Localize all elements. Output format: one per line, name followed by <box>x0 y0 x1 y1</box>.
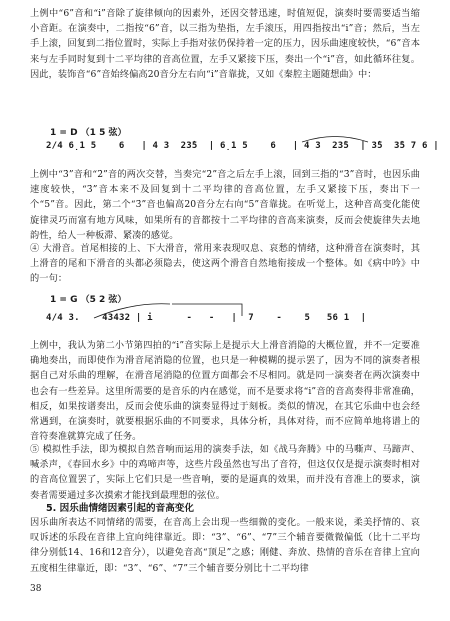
score-2-key: 1 = G （5 2 弦） <box>50 295 127 305</box>
paragraph-5: ⑤ 模拟性手法，即为模拟自然音响而运用的演奏手法，如《战马奔腾》中的马嘶声、马蹄声、喊杀声，《春回水乡》中的鸡啼声等，这些片段虽然也写出了音符，但这仅仅是提示演奏时相对的音高位置罢了，实际上它们只是一些音响，要的是逼真的效果，而并没有音准上的要求，演奏者需要通过多次摸索才能找到最理想的弦位。 <box>30 444 420 501</box>
score-1-notation: 2/4 6̣1 5 6 | 4 3 23̇5 | 6̣1 5 6 | 4 3 23̇5 | 3̇5 3̇5 7 6 | <box>46 141 439 151</box>
paragraph-2: 上例中“3̇”音和“2̇”音的两次交替，当奏完“2̇”音之后左手上滚，回到三指的“3̇”音时，也因乐曲速度较快，“3̇”音本来不及回复到十二平均律的音高位置，左手又紧接下压，奏出下一个“5”音。因此，第二个“3̇”音也偏高20音分左右向“5”音靠拢。在听觉上，这种音高变化能使旋律灵巧而富有地方风味，如果所有的音都按十二平均律的音高来演奏，反而会使旋律失去地韵性，给人一种板滞、紧凑的感觉。 <box>30 169 420 241</box>
score-1-key: 1 = D （1 5 弦） <box>50 128 127 138</box>
section-heading: 5. 因乐曲情绪因素引起的音高变化 <box>46 503 194 514</box>
paragraph-4: 上例中，我认为第二小节第四拍的“i”音实际上是提示大上滑音消隐的大概位置，并不一定要准确地奏出，而即使作为滑音尾消隐的位置，也只是一种模糊的提示罢了，因为不同的演奏者根据自己对乐曲的理解，在滑音尾消隐的位置方面都会不尽相同。就是同一演奏者在两次演奏中也会有一些差异。这里所需要的是音乐的内在感觉，而不是要求将“i”音的音高奏得非常准确，相反，如果按谱奏出，反而会使乐曲的演奏显得过于刻板。类似的情况，在其它乐曲中也会经常遇到，在演奏时，就要根据乐曲的不同要求，具体分析，具体对待，而不应简单地将谱上的音符奏准就算完成了任务。 <box>30 340 420 443</box>
page-number: 38 <box>30 584 42 594</box>
score-2-notation: 4/4 3. 43432 | i - - | 7 - 5 56 1 | <box>46 313 367 323</box>
paragraph-3: ④ 大滑音。首尾相接的上、下大滑音，常用来表现叹息、哀愁的情绪，这种滑音在演奏时，其上滑音的尾和下滑音的头都必须隐去，使这两个滑音自然地衔接成一个整体。如《病中吟》中的一句： <box>30 243 420 285</box>
paragraph-6: 因乐曲所表达不同情绪的需要，在音高上会出现一些细微的变化。一般来说，柔美抒情的、哀叹诉述的乐段在音律上宜向纯律靠近。即：“3”、“6”、“7”三个辅音要微微偏低（比十二平均律分别低14、16和12音分），以避免音高“顶足”之感；刚健、奔放、热情的音乐在音律上宜向五度相生律靠近，即：“3”、“6”、“7”三个辅音要分别比十二平均律 <box>30 517 420 574</box>
paragraph-1: 上例中“6”音和“i”音除了旋律倾向的因素外，还因交替迅速，时值短促，演奏时要需要适当缩小音距。在演奏中，二指按“6”音，以三指为垫指，左手滚压，用四指按出“i”音；然后，当左手上滚，回复到二指位置时，实际上手指对弦仍保持着一定的压力，因乐曲速度较快，“6”音本来与左手同时复到十二平均律的音高位置，左手又紧接下压，奏出一个“i”音，如此循环往复。因此，装饰音“6”音始终偏高20音分左右向“i”音靠拢，又如《秦腔主题随想曲》中： <box>30 8 420 80</box>
